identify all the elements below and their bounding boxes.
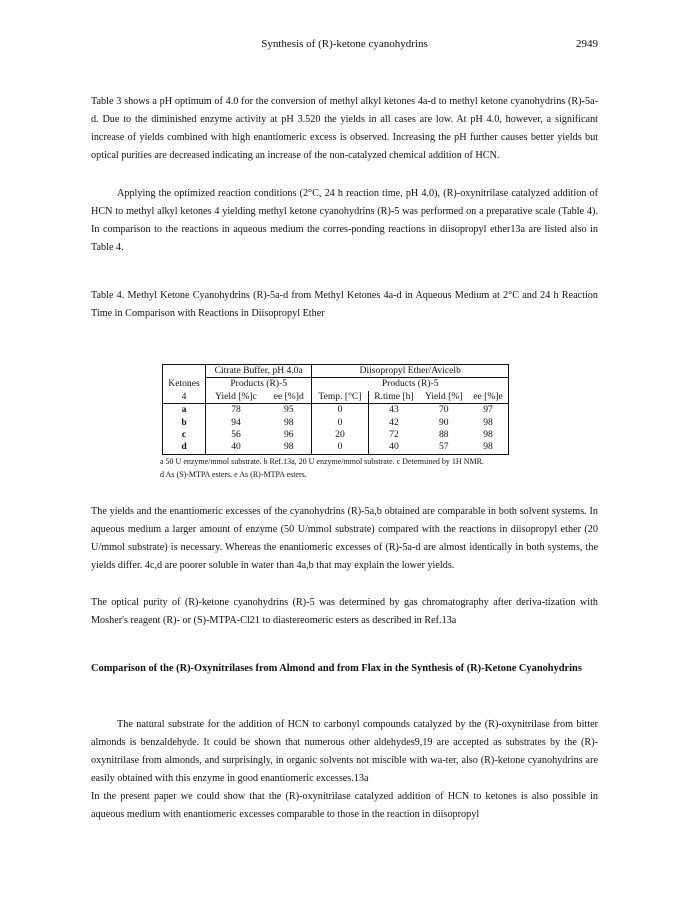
- table4-caption: Table 4. Methyl Ketone Cyanohydrins (R)-5a-d from Methyl Ketones 4a-d in Aqueous Medium at 2°C and 24 h Reaction Time in Comparison with Reactions in Diisopropyl Ether: [91, 290, 598, 319]
- table-column-header-row: [163, 391, 509, 404]
- products-header-2: Products (R)-5: [312, 378, 509, 391]
- cell-temp: 0: [312, 441, 368, 454]
- table4-footnotes: [160, 455, 600, 481]
- cell-ee-1: 98: [266, 417, 312, 429]
- ketones-number-header: 4: [163, 391, 206, 404]
- ketones-header: Ketones: [163, 378, 206, 391]
- group-citrate-buffer: Citrate Buffer, pH 4.0a: [205, 365, 311, 378]
- cell-ketone: a: [163, 404, 206, 417]
- cell-ee-1: 95: [266, 404, 312, 417]
- page-number: 2949: [576, 38, 598, 50]
- cell-temp: 20: [312, 429, 368, 441]
- cell-rtime: 40: [368, 441, 419, 454]
- cell-temp: 0: [312, 404, 368, 417]
- col-ee-1: ee [%]d: [266, 391, 312, 404]
- table-row: [163, 441, 509, 454]
- cell-ketone: c: [163, 429, 206, 441]
- cell-temp: 0: [312, 417, 368, 429]
- col-temp: Temp. [°C]: [312, 391, 368, 404]
- cell-ketone: b: [163, 417, 206, 429]
- products-header-1: Products (R)-5: [205, 378, 311, 391]
- cell-ee-1: 98: [266, 441, 312, 454]
- cell-yield-1: 56: [231, 429, 241, 441]
- cell-ee-2: 98: [468, 429, 508, 441]
- paragraph-optical-purity: The optical purity of (R)-ketone cyanohydrins (R)-5 was determined by gas chromatography after deriva-tization with Mosher's reagent (R)- or (S)-MTPA-Cl21 to diastereomeric esters as described in Ref.13a: [91, 597, 598, 627]
- table-row: [163, 404, 509, 417]
- section-heading: Comparison of the (R)-Oxynitrilases from Almond and from Flax in the Synthesis of (R)-Ketone Cyanohydrins: [91, 663, 582, 674]
- table-row: [163, 429, 509, 441]
- col-yield-1: Yield [%]c: [205, 391, 266, 404]
- table4: [162, 364, 509, 455]
- col-ee-2: ee [%]e: [468, 391, 508, 404]
- cell-ee-2: 98: [468, 417, 508, 429]
- footnote-line-2: d As (S)-MTPA esters. e As (R)-MTPA esters.: [160, 470, 307, 479]
- paragraph-comparison-results: The yields and the enantiomeric excesses of the cyanohydrins (R)-5a,b obtained are comparable in both solvent systems. In aqueous medium a larger amount of enzyme (50 U/mmol substrate) compared with the reactions in diisopropyl ether (20 U/mmol substrate) is necessary. Whereas the enantiomeric excesses of (R)-5a-d are almost identically in both systems, the yields differ. 4c,d are poorer soluble in water than 4a,b that may explain the lower yields.: [91, 506, 598, 572]
- paragraph-present-paper: In the present paper we could show that the (R)-oxynitrilase catalyzed addition of HCN to ketones is also possible in aqueous medium with enantiomeric excesses comparable to those in the reaction in diisopropyl: [91, 791, 598, 821]
- paragraph-table3-discussion: Table 3 shows a pH optimum of 4.0 for the conversion of methyl alkyl ketones 4a-d to methyl ketone cyanohydrins (R)-5a-d. Due to the diminished enzyme activity at pH 3.520 the yields in all cases are low. At pH 4.0, however, a significant increase of yields combined with high enantiomeric excess is observed. Increasing the pH further causes better yields but optical purities are decreased indicating an increase of the non-catalyzed chemical addition of HCN.: [91, 96, 598, 162]
- table-group-header-row: [163, 365, 509, 378]
- cell-rtime: 43: [389, 404, 399, 416]
- page-header: [91, 38, 598, 54]
- cell-ee-2: 98: [468, 441, 508, 454]
- cell-yield-2: 90: [438, 416, 449, 428]
- cell-rtime: 42: [389, 416, 399, 428]
- paragraph-preparative-scale: Applying the optimized reaction conditions (2°C, 24 h reaction time, pH 4.0), (R)-oxynitrilase catalyzed addition of HCN to methyl alkyl ketones 4 yielding methyl ketone cyanohydrins (R)-5 was performed on a preparative scale (Table 4). In comparison to the reactions in aqueous medium the corres-ponding reactions in diisopropyl ether13a are listed also in Table 4.: [91, 188, 598, 254]
- col-rtime: R.time [h]: [368, 391, 419, 404]
- cell-yield-2: 88: [438, 429, 449, 441]
- running-title: Synthesis of (R)-ketone cyanohydrins: [261, 38, 428, 50]
- cell-ketone: d: [163, 441, 206, 454]
- group-diisopropyl-ether: Diisopropyl Ether/Avicelb: [312, 365, 509, 378]
- table-row: [163, 417, 509, 429]
- cell-ee-1: 96: [266, 429, 312, 441]
- cell-yield-2: 70: [438, 404, 449, 416]
- cell-ee-2: 97: [468, 404, 508, 417]
- cell-yield-1: 40: [205, 441, 266, 454]
- footnote-line-1: a 50 U enzyme/mmol substrate. b Ref.13a, 20 U enzyme/mmol substrate. c Determined by 1H NMR.: [160, 457, 484, 466]
- paragraph-natural-substrate: The natural substrate for the addition of HCN to carbonyl compounds catalyzed by the (R)-oxynitrilase from bitter almonds is benzaldehyde. It could be shown that numerous other aldehydes9,19 are accepted as substrates by the (R)-oxynitrilase from almonds, and surprisingly, in organic solvents not miscible with wa-ter, also (R)-ketone cyanohydrins are easily obtained with this enzyme in good enantiomeric excesses.13a: [91, 719, 598, 785]
- cell-yield-1: 94: [231, 416, 241, 428]
- col-yield-2: Yield [%]: [419, 391, 468, 404]
- cell-yield-2: 57: [419, 441, 468, 454]
- table-subheader-row: [163, 378, 509, 391]
- cell-yield-1: 78: [231, 404, 241, 416]
- cell-rtime: 72: [389, 429, 399, 441]
